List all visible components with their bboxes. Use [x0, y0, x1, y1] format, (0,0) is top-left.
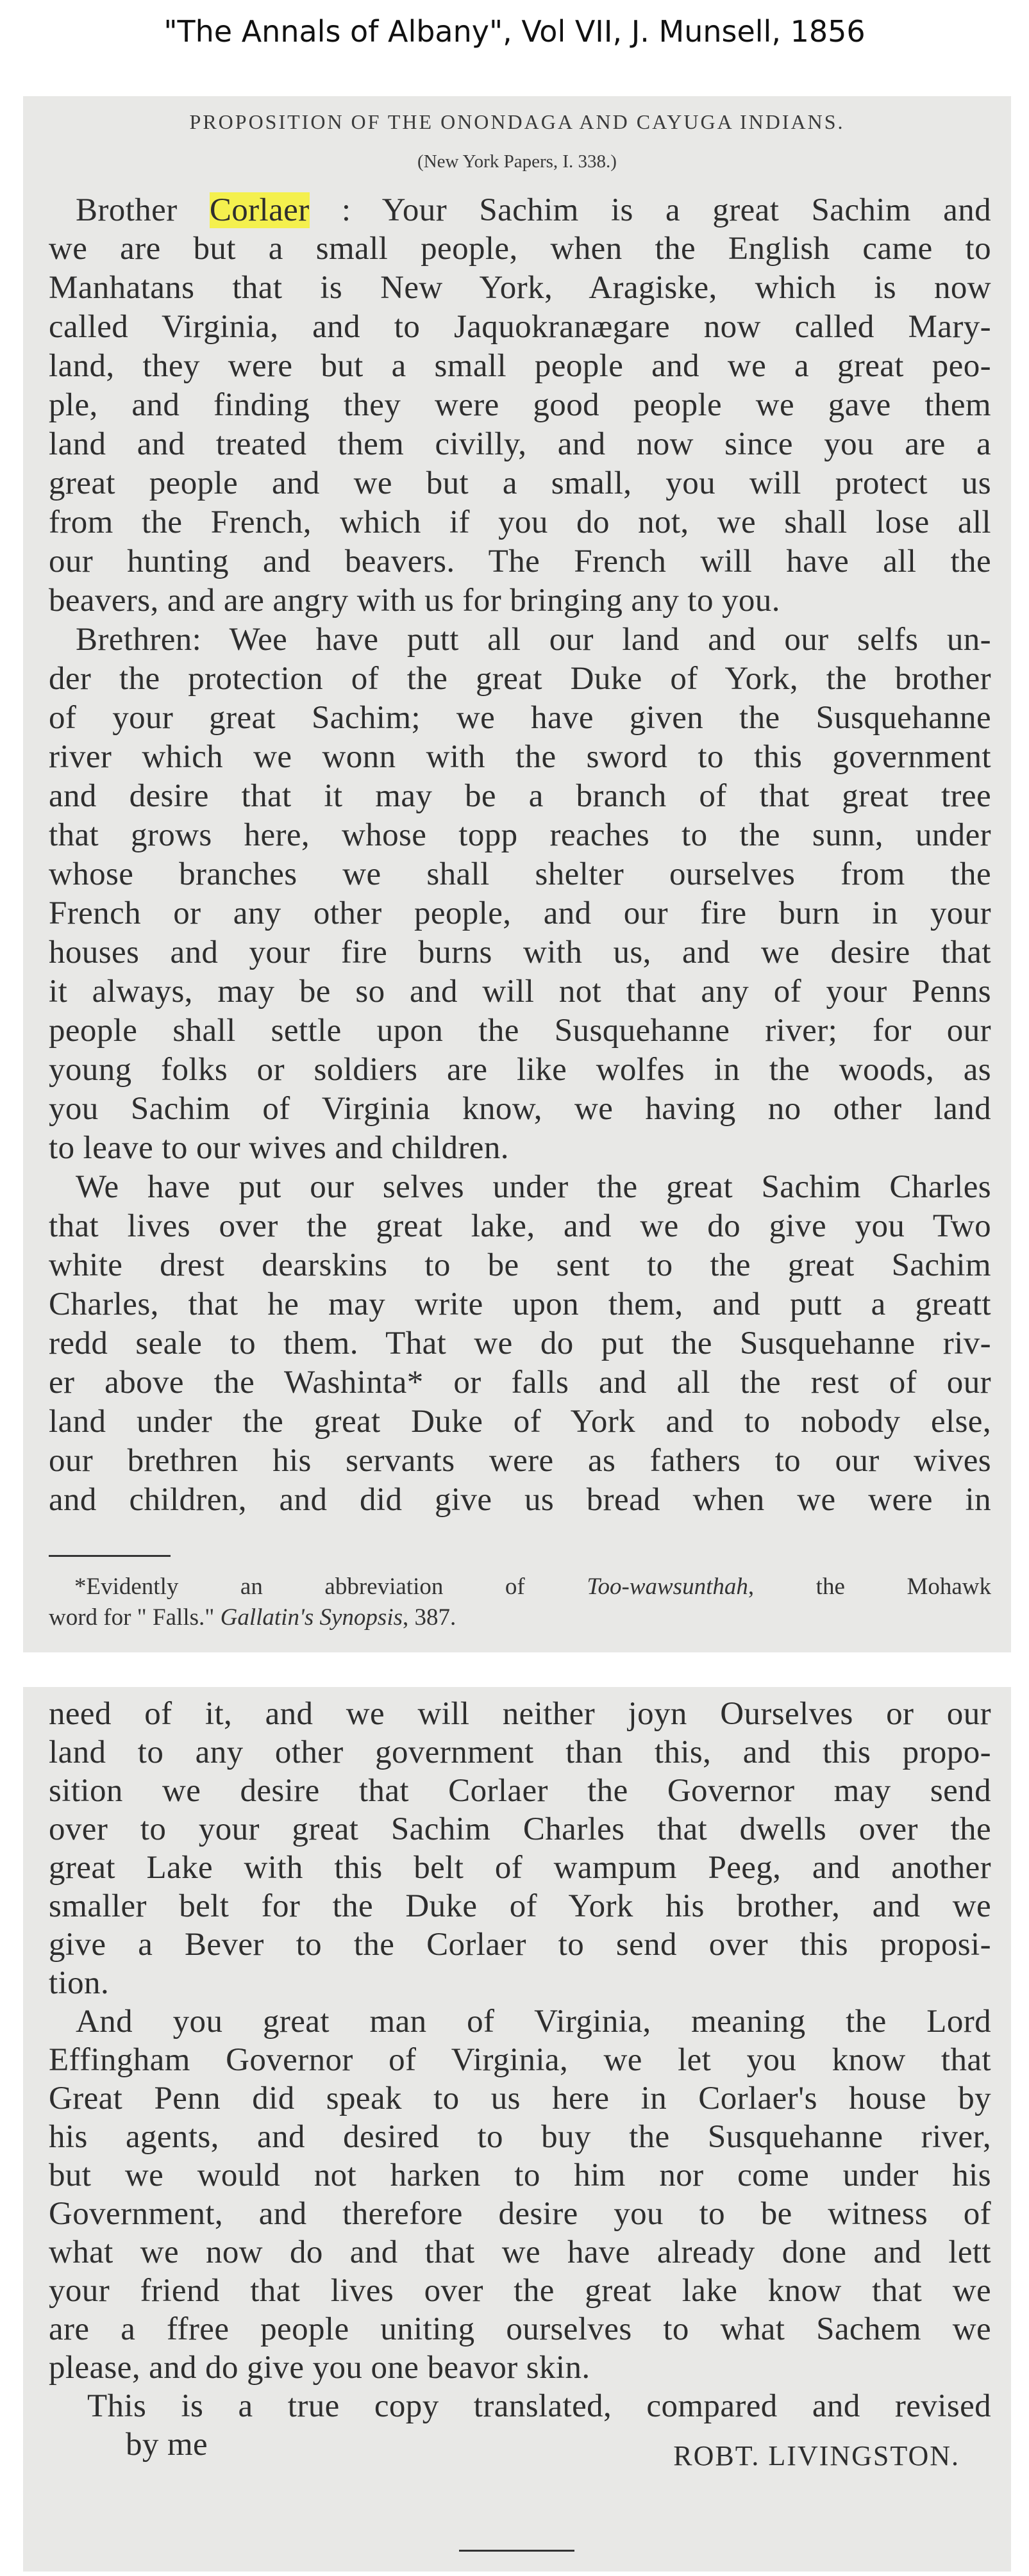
text-line: Manhatans that is New York, Aragiske, which is now	[49, 270, 991, 306]
text-line: Charles, that he may write upon them, and putt a greatt	[49, 1286, 991, 1322]
search-highlight: Corlaer	[209, 192, 310, 228]
text-line: tion.	[49, 1965, 110, 2001]
text-line: This is a true copy translated, compared and revised	[87, 2388, 991, 2424]
text-line: we are but a small people, when the English came to	[49, 231, 991, 267]
page-scan-2	[23, 1687, 1011, 2572]
text-line: der the protection of the great Duke of York, the brother	[49, 661, 991, 697]
text-line: people shall settle upon the Susquehanne river; for our	[49, 1013, 991, 1049]
footnote-line-1: *Evidently an abbreviation of Too-wawsunthah, the Mohawk	[74, 1574, 991, 1600]
text-line: need of it, and we will neither joyn Ourselves or our	[49, 1696, 991, 1732]
text-line: young folks or soldiers are like wolfes in the woods, as	[49, 1052, 991, 1088]
text-line: ple, and finding they were good people we gave them	[49, 387, 991, 423]
text-line: And you great man of Virginia, meaning the Lord	[76, 2004, 991, 2040]
text-line: land, they were but a small people and we a great peo-	[49, 348, 991, 384]
text-line: Effingham Governor of Virginia, we let you know that	[49, 2042, 991, 2078]
text-line: from the French, which if you do not, we shall lose all	[49, 504, 991, 540]
footnote-line-2: word for " Falls." Gallatin's Synopsis, 387.	[49, 1604, 456, 1631]
text-line: our brethren his servants were as fathers to our wives	[49, 1443, 991, 1479]
text-line: great people and we but a small, you will protect us	[49, 465, 991, 501]
text-line: Brother Corlaer : Your Sachim is a great Sachim and	[76, 192, 991, 228]
text-line: you Sachim of Virginia know, we having no other land	[49, 1091, 991, 1127]
text-line: your friend that lives over the great lake know that we	[49, 2273, 991, 2309]
text-line: by me	[126, 2427, 208, 2463]
image-caption: "The Annals of Albany", Vol VII, J. Munsell, 1856	[163, 14, 866, 49]
text-line: our hunting and beavers. The French will have all the	[49, 544, 991, 579]
text-line: what we now do and that we have already done and lett	[49, 2234, 991, 2270]
text-line: redd seale to them. That we do put the Susquehanne riv-	[49, 1325, 991, 1361]
text-line: whose branches we shall shelter ourselves from the	[49, 856, 991, 892]
text-line: river which we wonn with the sword to this government	[49, 739, 991, 775]
text-line: and desire that it may be a branch of that great tree	[49, 778, 991, 814]
text-line: to leave to our wives and children.	[49, 1130, 509, 1166]
text-line: French or any other people, and our fire burn in your	[49, 895, 991, 931]
text-line: smaller belt for the Duke of York his brother, and we	[49, 1888, 991, 1924]
text-line: white drest dearskins to be sent to the great Sachim	[49, 1247, 991, 1283]
text-line: and children, and did give us bread when we were in	[49, 1482, 991, 1518]
text-line: it always, may be so and will not that any of your Penns	[49, 974, 991, 1010]
page-subheading: (New York Papers, I. 338.)	[417, 151, 617, 172]
text-line: land and treated them civilly, and now since you are a	[49, 426, 991, 462]
text-line: his agents, and desired to buy the Susquehanne river,	[49, 2119, 991, 2155]
text-line: houses and your fire burns with us, and we desire that	[49, 935, 991, 970]
closing-rule	[459, 2550, 574, 2552]
footnote-rule	[49, 1555, 171, 1557]
text-line: great Lake with this belt of wampum Peeg, and another	[49, 1850, 991, 1886]
text-line: called Virginia, and to Jaquokranægare now called Mary-	[49, 309, 991, 345]
text-line: Great Penn did speak to us here in Corlaer's house by	[49, 2081, 991, 2116]
text-line: Brethren: Wee have putt all our land and our selfs un-	[76, 622, 991, 658]
text-line: er above the Washinta* or falls and all the rest of our	[49, 1365, 991, 1400]
text-line: please, and do give you one beavor skin.	[49, 2350, 590, 2386]
page-heading: PROPOSITION OF THE ONONDAGA AND CAYUGA INDIANS.	[189, 110, 845, 133]
text-line: sition we desire that Corlaer the Governor may send	[49, 1773, 991, 1809]
text-line: over to your great Sachim Charles that dwells over the	[49, 1811, 991, 1847]
signature: ROBT. LIVINGSTON.	[673, 2440, 960, 2472]
text-line: give a Bever to the Corlaer to send over this proposi-	[49, 1927, 991, 1963]
text-line: land to any other government than this, and this propo-	[49, 1734, 991, 1770]
text-line: of your great Sachim; we have given the Susquehanne	[49, 700, 991, 736]
text-line: We have put our selves under the great Sachim Charles	[76, 1169, 991, 1205]
text-line: are a ffree people uniting ourselves to what Sachem we	[49, 2311, 991, 2347]
text-line: that lives over the great lake, and we do give you Two	[49, 1208, 991, 1244]
text-line: but we would not harken to him nor come under his	[49, 2157, 991, 2193]
text-line: Government, and therefore desire you to be witness of	[49, 2196, 991, 2232]
page-scan-1	[23, 96, 1011, 1652]
text-line: that grows here, whose topp reaches to the sunn, under	[49, 817, 991, 853]
text-line: beavers, and are angry with us for bringing any to you.	[49, 583, 780, 619]
text-line: land under the great Duke of York and to nobody else,	[49, 1404, 991, 1440]
